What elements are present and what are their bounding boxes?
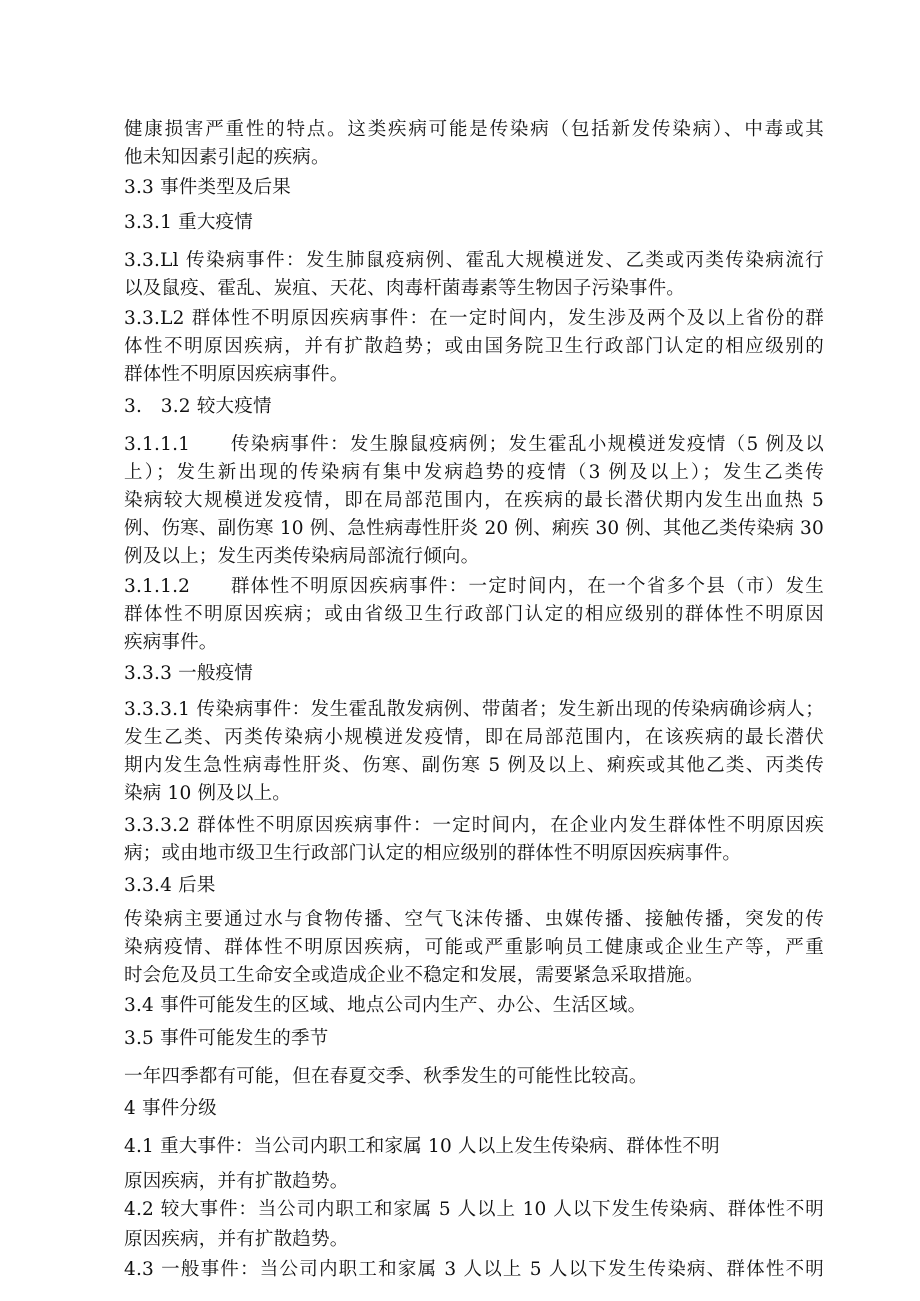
text-line: 传染病主要通过水与食物传播、空气飞沫传播、虫媒传播、接触传播，突发的传 bbox=[124, 909, 824, 930]
text-line: 3.3.Ll 传染病事件：发生肺鼠疫病例、霍乱大规模迸发、乙类或丙类传染病流行 bbox=[124, 250, 824, 271]
text-line: 例及以上；发生丙类传染病局部流行倾向。 bbox=[124, 546, 480, 567]
text-line: 原因疾病，并有扩散趋势。 bbox=[124, 1171, 349, 1192]
text-line: 以及鼠疫、霍乱、炭疽、天花、肉毒杆菌毒素等生物因子污染事件。 bbox=[124, 278, 686, 299]
text-line: 疾病事件。 bbox=[124, 632, 218, 653]
text-line: 3.3.3.2 群体性不明原因疾病事件：一定时间内，在企业内发生群体性不明原因疾 bbox=[124, 815, 824, 836]
text-line: 3.1.1.1 传染病事件：发生腺鼠疫病例；发生霍乱小规模迸发疫情（5 例及以 bbox=[124, 434, 824, 455]
text-line: 3.1.1.2 群体性不明原因疾病事件：一定时间内，在一个省多个县（市）发生 bbox=[124, 576, 824, 597]
text-line: 例、伤寒、副伤寒 10 例、急性病毒性肝炎 20 例、痢疾 30 例、其他乙类传染病 30 bbox=[124, 518, 824, 539]
text-line: 3.5 事件可能发生的季节 bbox=[124, 1028, 329, 1049]
text-line: 一年四季都有可能，但在春夏交季、秋季发生的可能性比较高。 bbox=[124, 1066, 648, 1087]
text-line: 3. 3.2 较大疫情 bbox=[124, 396, 272, 417]
text-line: 3.3.4 后果 bbox=[124, 875, 216, 896]
text-line: 染病疫情、群体性不明原因疾病，可能或严重影响员工健康或企业生产等，严重 bbox=[124, 937, 824, 958]
text-line: 体性不明原因疾病，并有扩散趋势；或由国务院卫生行政部门认定的相应级别的 bbox=[124, 336, 824, 357]
text-line: 4.2 较大事件：当公司内职工和家属 5 人以上 10 人以下发生传染病、群体性不明 bbox=[124, 1199, 824, 1220]
text-line: 3.3.3.1 传染病事件：发生霍乱散发病例、带菌者；发生新出现的传染病确诊病人； bbox=[124, 699, 824, 720]
text-line: 染病较大规模迸发疫情，即在局部范围内，在疾病的最长潜伏期内发生出血热 5 bbox=[124, 490, 824, 511]
text-line: 4.3 一般事件：当公司内职工和家属 3 人以上 5 人以下发生传染病、群体性不明 bbox=[124, 1259, 824, 1280]
text-line: 发生乙类、丙类传染病小规模迸发疫情，即在局部范围内，在该疾病的最长潜伏 bbox=[124, 727, 824, 748]
text-line: 4 事件分级 bbox=[124, 1098, 217, 1119]
text-line: 3.3.1 重大疫情 bbox=[124, 212, 253, 233]
text-line: 3.3 事件类型及后果 bbox=[124, 177, 292, 198]
text-line: 他未知因素引起的疾病。 bbox=[124, 147, 330, 168]
text-line: 病；或由地市级卫生行政部门认定的相应级别的群体性不明原因疾病事件。 bbox=[124, 843, 742, 864]
text-line: 3.3.3 一般疫情 bbox=[124, 663, 253, 684]
text-line: 3.4 事件可能发生的区域、地点公司内生产、办公、生活区域。 bbox=[124, 995, 647, 1016]
text-line: 染病 10 例及以上。 bbox=[124, 783, 292, 804]
text-line: 上）；发生新出现的传染病有集中发病趋势的疫情（3 例及以上）；发生乙类传 bbox=[124, 462, 824, 483]
text-line: 时会危及员工生命安全或造成企业不稳定和发展，需要紧急采取措施。 bbox=[124, 965, 704, 986]
text-line: 健康损害严重性的特点。这类疾病可能是传染病（包括新发传染病）、中毒或其 bbox=[124, 119, 824, 140]
text-line: 群体性不明原因疾病；或由省级卫生行政部门认定的相应级别的群体性不明原因 bbox=[124, 604, 824, 625]
text-line: 4.1 重大事件：当公司内职工和家属 10 人以上发生传染病、群体性不明 bbox=[124, 1136, 720, 1157]
text-line: 原因疾病，并有扩散趋势。 bbox=[124, 1229, 349, 1250]
text-line: 3.3.L2 群体性不明原因疾病事件：在一定时间内，发生涉及两个及以上省份的群 bbox=[124, 308, 824, 329]
text-line: 群体性不明原因疾病事件。 bbox=[124, 364, 349, 385]
text-line: 期内发生急性病毒性肝炎、伤寒、副伤寒 5 例及以上、痢疾或其他乙类、丙类传 bbox=[124, 755, 824, 776]
